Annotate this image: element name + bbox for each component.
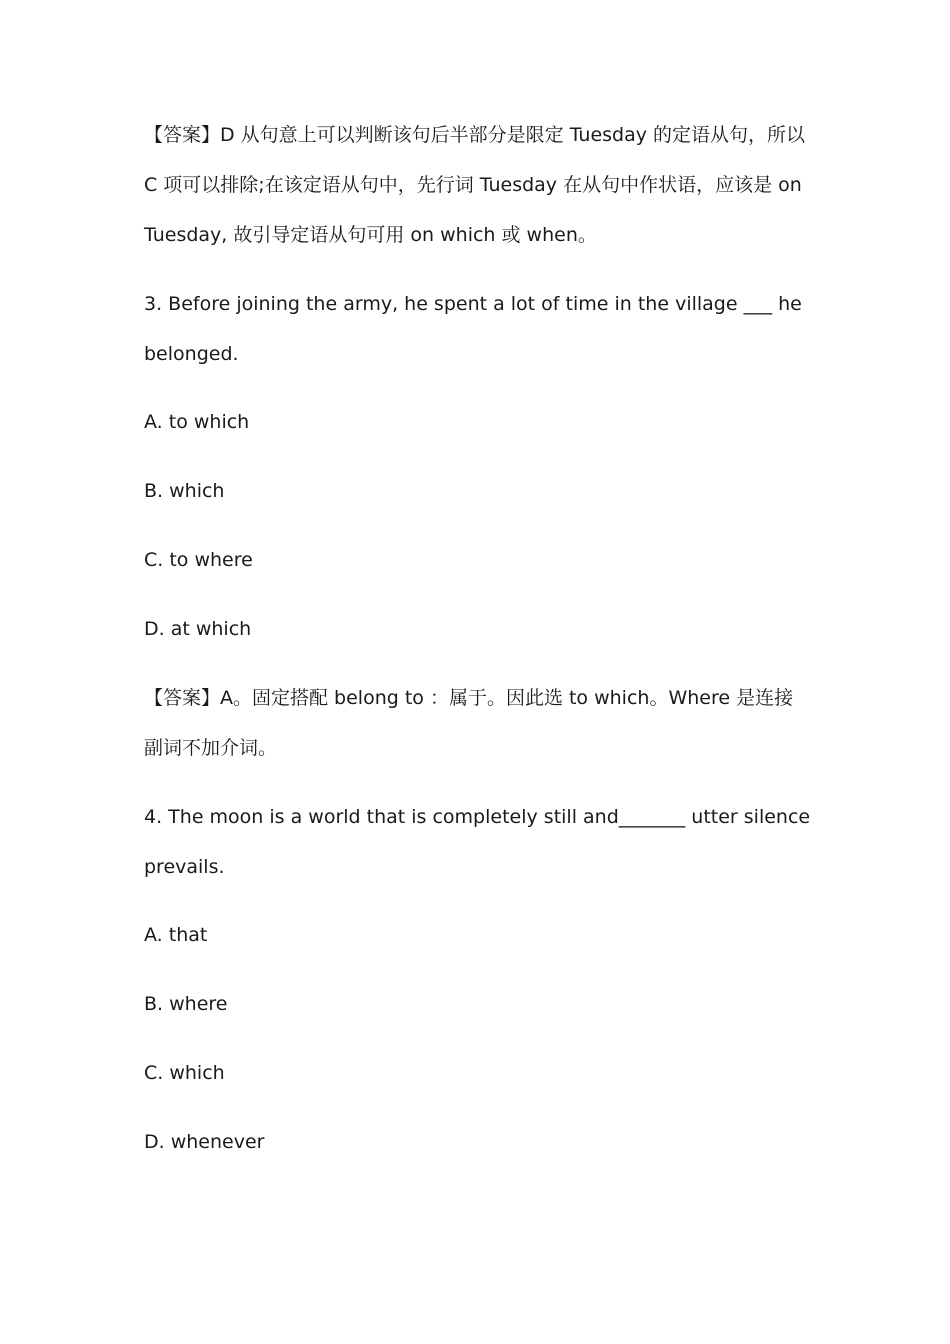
q4-option-b: B. where	[144, 993, 228, 1015]
q3-answer-explanation	[144, 673, 814, 773]
answer-line: 【答案】A。固定搭配 belong to ：属于。因此选 to which。Where 是连接	[144, 687, 794, 709]
q4-question	[144, 792, 814, 892]
answer-line: 【答案】D 从句意上可以判断该句后半部分是限定 Tuesday 的定语从句，所以	[144, 124, 806, 146]
q3-question	[144, 279, 814, 379]
answer-line: C 项可以排除;在该定语从句中，先行词 Tuesday 在从句中作状语，应该是 on	[144, 174, 802, 196]
q4-option-a: A. that	[144, 924, 208, 946]
answer-line: 副词不加介词。	[144, 737, 278, 759]
question-line: 4. The moon is a world that is completely still and_______ utter silence	[144, 806, 811, 828]
question-line: 3. Before joining the army, he spent a lot of time in the village ___ he	[144, 293, 802, 315]
q3-option-d: D. at which	[144, 618, 252, 640]
q4-option-c: C. which	[144, 1062, 225, 1084]
q4-option-d: D. whenever	[144, 1131, 265, 1153]
q3-option-c: C. to where	[144, 549, 253, 571]
answer-line: Tuesday, 故引导定语从句可用 on which 或 when。	[144, 224, 597, 246]
q2-answer-explanation	[144, 110, 814, 260]
q3-option-a: A. to which	[144, 411, 250, 433]
q3-option-b: B. which	[144, 480, 225, 502]
question-line: prevails.	[144, 856, 225, 878]
question-line: belonged.	[144, 343, 239, 365]
